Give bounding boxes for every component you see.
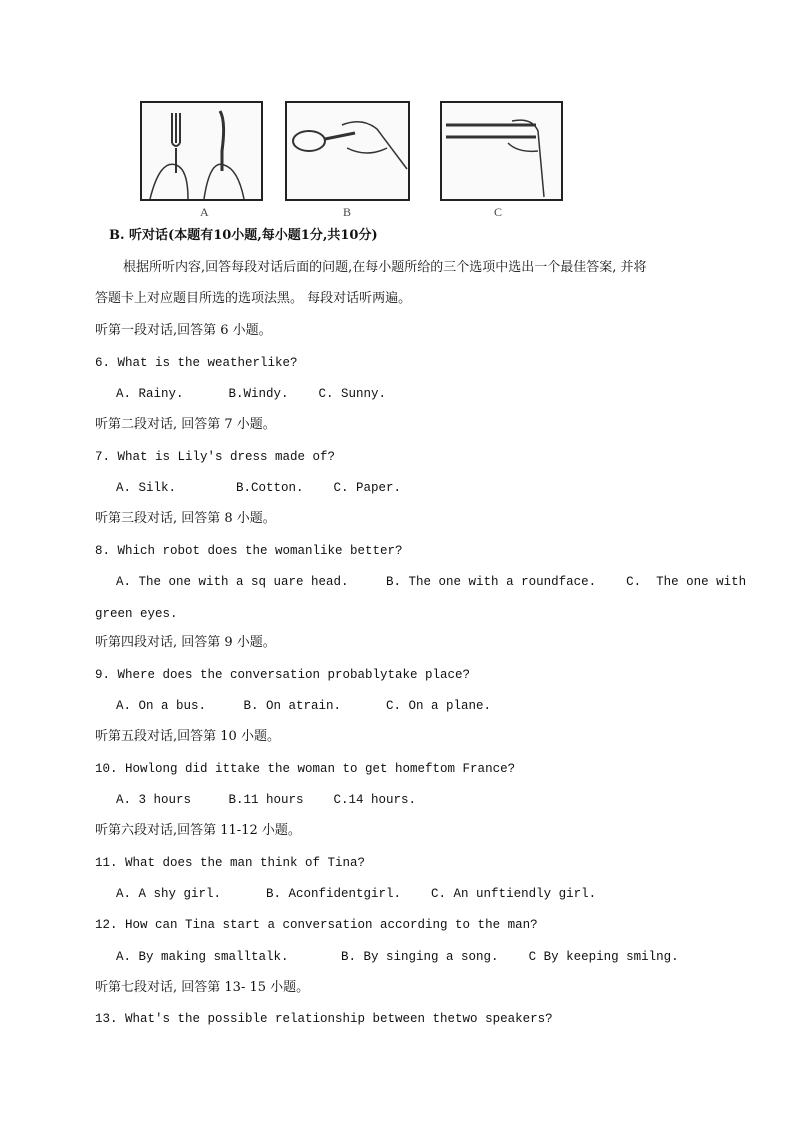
question: 9. Where does the conversation probablytake place?: [95, 668, 471, 682]
question: 7. What is Lily's dress made of?: [95, 450, 336, 464]
dialogue-heading: 听第七段对话, 回答第 13- 15 小题。: [95, 980, 310, 995]
picture-label: B: [343, 205, 352, 219]
question: 6. What is the weatherlike?: [95, 356, 298, 370]
dialogue-heading: 听第一段对话,回答第 6 小题。: [95, 323, 272, 338]
options: A. 3 hours B.11 hours C.14 hours.: [116, 793, 417, 807]
dialogue-heading: 听第四段对话, 回答第 9 小题。: [95, 635, 276, 650]
question: 10. Howlong did ittake the woman to get homeftom France?: [95, 762, 516, 776]
instructions: 根据所听内容,回答每段对话后面的问题,在每小题所给的三个选项中选出一个最佳答案, 并将: [123, 260, 647, 275]
dialogue-heading: 听第三段对话, 回答第 8 小题。: [95, 511, 276, 526]
section-title: B. 听对话(本题有10小题,每小题1分,共10分): [109, 228, 378, 243]
instructions: 答题卡上对应题目所选的选项法黑。 每段对话听两遍。: [95, 291, 412, 306]
question: 8. Which robot does the womanlike better?: [95, 544, 403, 558]
options: A. Rainy. B.Windy. C. Sunny.: [116, 387, 387, 401]
options: A. On a bus. B. On atrain. C. On a plane.: [116, 699, 492, 713]
options-continued: green eyes.: [95, 607, 178, 621]
dialogue-heading: 听第五段对话,回答第 10 小题。: [95, 729, 280, 744]
spoon-icon: [287, 103, 408, 199]
picture-b-spoon: [285, 101, 410, 201]
dialogue-heading: 听第二段对话, 回答第 7 小题。: [95, 417, 276, 432]
options: A. The one with a sq uare head. B. The one with a roundface. C. The one with: [116, 575, 747, 589]
question: 11. What does the man think of Tina?: [95, 856, 366, 870]
options: A. A shy girl. B. Aconfidentgirl. C. An unftiendly girl.: [116, 887, 597, 901]
picture-label: A: [200, 205, 209, 219]
chopsticks-icon: [442, 103, 561, 199]
dialogue-heading: 听第六段对话,回答第 11-12 小题。: [95, 823, 301, 838]
picture-label: C: [494, 205, 503, 219]
options: A. Silk. B.Cotton. C. Paper.: [116, 481, 402, 495]
picture-c-chopsticks: [440, 101, 563, 201]
fork-knife-icon: [142, 103, 261, 199]
options: A. By making smalltalk. B. By singing a song. C By keeping smilng.: [116, 950, 679, 964]
question: 12. How can Tina start a conversation according to the man?: [95, 918, 538, 932]
picture-a-fork-and-knife: [140, 101, 263, 201]
question: 13. What's the possible relationship between thetwo speakers?: [95, 1012, 553, 1026]
